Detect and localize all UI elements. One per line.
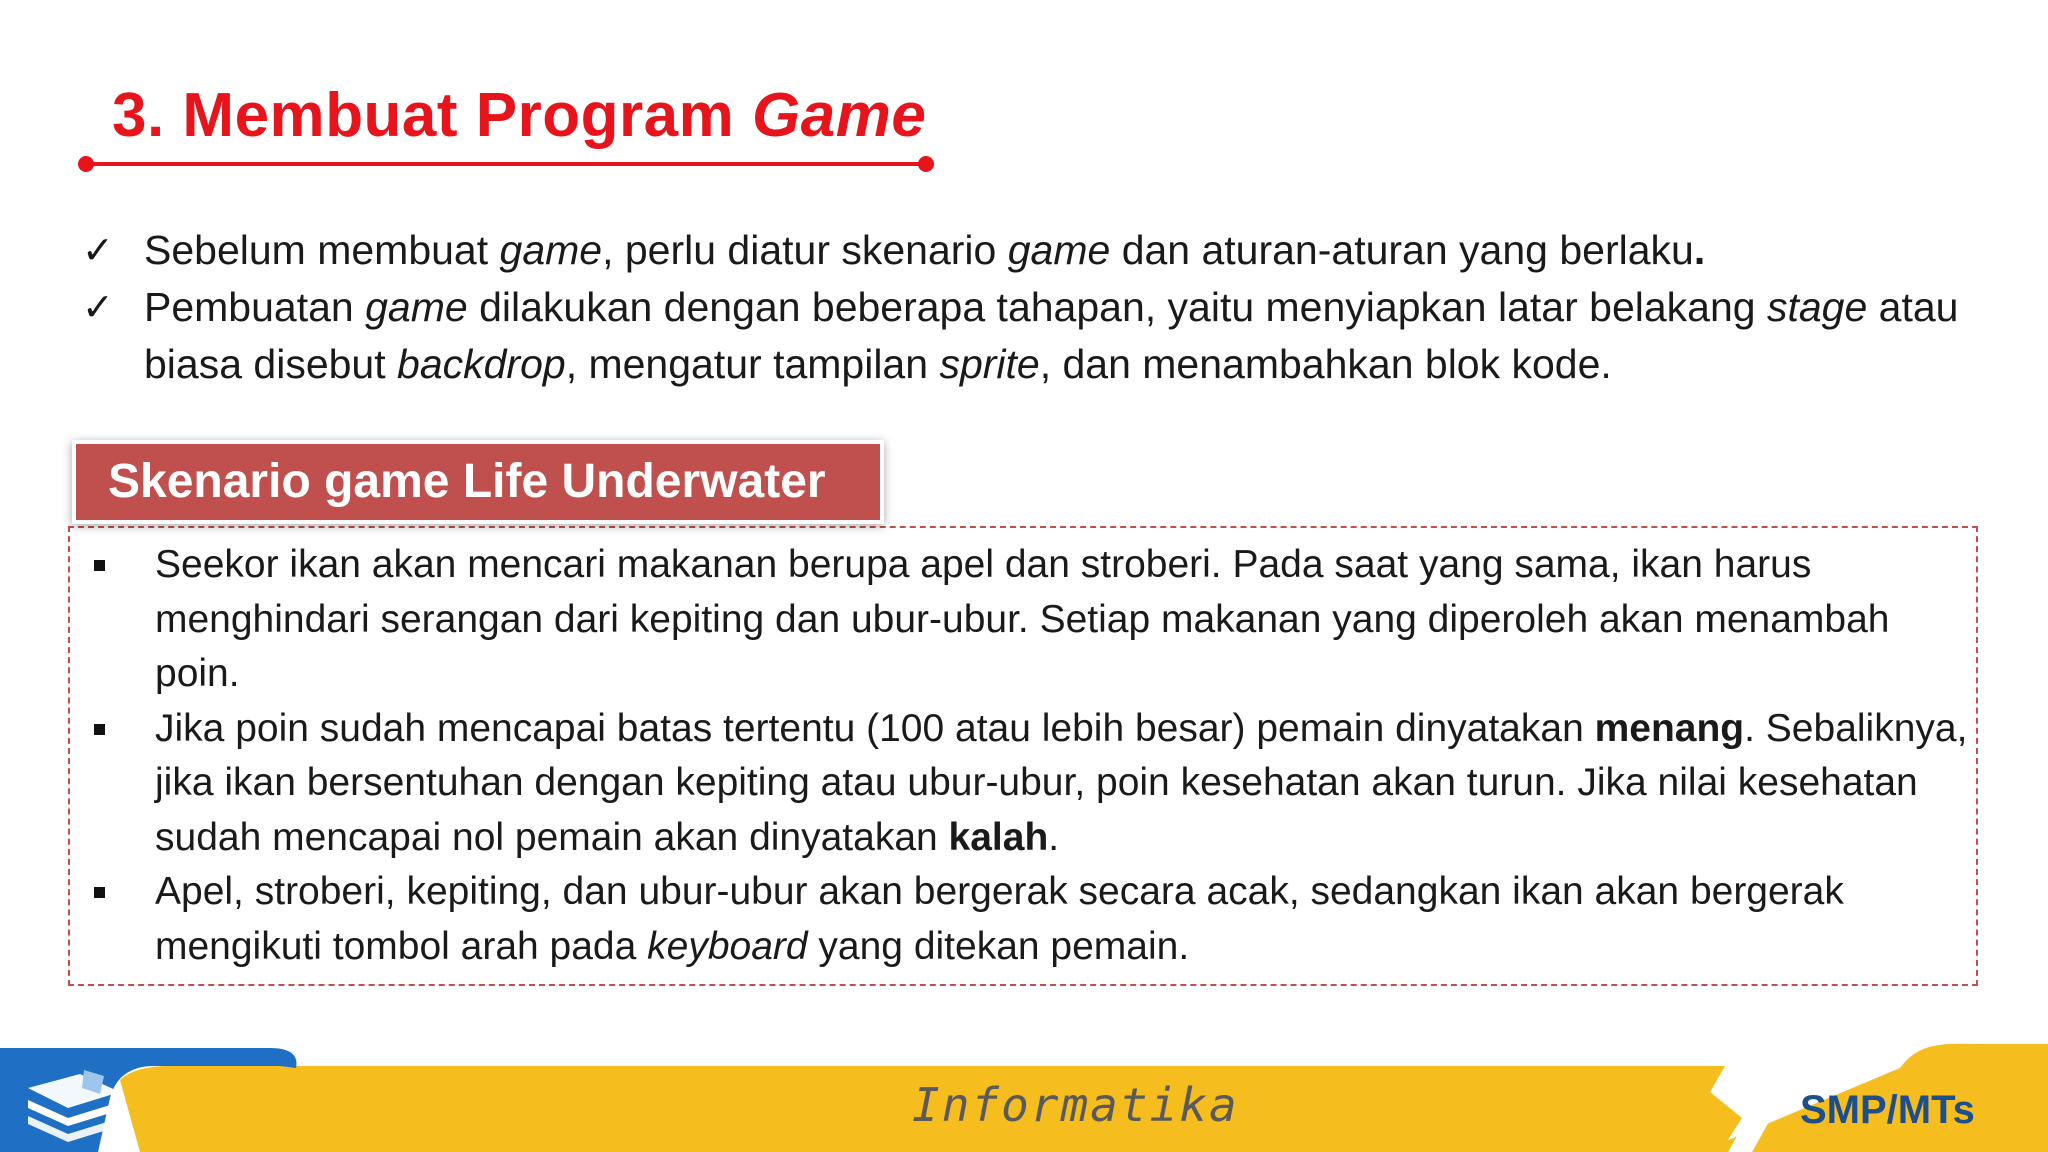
scenario-item [90,865,1970,974]
scenario-list [90,538,1970,974]
scenario-item [90,538,1970,702]
square-bullet-icon [94,887,105,898]
slide-title [112,80,926,151]
title-text: 3. Membuat Program [112,81,752,150]
scenario-text: Seekor ikan akan mencari makanan berupa apel dan stroberi. Pada saat yang sama, ikan harus menghindari serangan dari kepiting dan ubur-ubur. Setiap makanan yang diperoleh akan menambah poin. [155,543,1890,695]
footer-subject: Informatika [912,1078,1239,1132]
scenario-title: Skenario game Life Underwater [72,440,884,524]
checklist [82,222,2012,393]
checklist-text: Pembuatan game dilakukan dengan beberapa tahapan, yaitu menyiapkan latar belakang stage atau biasa disebut backdrop, mengatur tampilan sprite, dan menambahkan blok kode. [144,284,1959,387]
checkmark-icon: ✓ [82,285,114,329]
scenario-text: Apel, stroberi, kepiting, dan ubur-ubur akan bergerak secara acak, sedangkan ikan akan bergerak mengikuti tombol arah pada keyboard yang ditekan pemain. [155,870,1844,968]
footer-level: SMP/MTs [1800,1088,1975,1132]
checkmark-icon: ✓ [82,228,114,272]
underline-right-dot [918,156,934,172]
checklist-item [82,279,2012,393]
underline-left-dot [78,156,94,172]
checklist-text: Sebelum membuat game, perlu diatur skenario game dan aturan-aturan yang berlaku. [144,227,1706,273]
scenario-item [90,702,1970,866]
title-underline [84,162,928,166]
checklist-item [82,222,2012,279]
title-italic-text: Game [751,81,927,150]
scenario-text: Jika poin sudah mencapai batas tertentu (100 atau lebih besar) pemain dinyatakan menang. Sebaliknya, jika ikan bersentuhan dengan kepiting atau ubur-ubur, poin kesehatan akan turun. Jika nilai kesehatan sudah mencapai nol pemain akan dinyatakan kalah. [155,706,1968,859]
square-bullet-icon [94,560,105,571]
square-bullet-icon [94,724,105,735]
